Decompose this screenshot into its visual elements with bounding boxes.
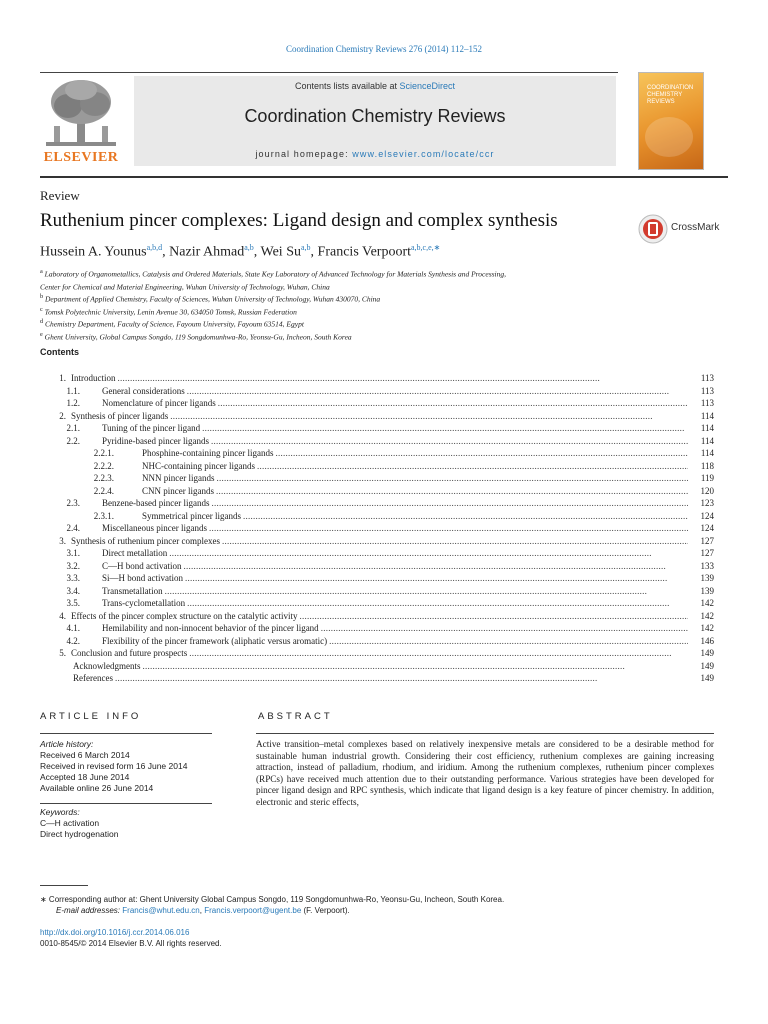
toc-entry-page: 123 bbox=[700, 498, 714, 508]
toc-entry[interactable] bbox=[40, 397, 714, 410]
toc-leader-dots bbox=[184, 560, 689, 573]
cover-graphic bbox=[645, 117, 693, 157]
toc-entry-page: 113 bbox=[700, 385, 714, 396]
toc-entry-page: 149 bbox=[700, 648, 714, 658]
toc-entry-number: 1.2. bbox=[66, 398, 80, 408]
history-online: Available online 26 June 2014 bbox=[40, 783, 154, 793]
toc-entry[interactable] bbox=[40, 472, 714, 485]
toc-entry-page: 133 bbox=[700, 560, 714, 571]
toc-entry-title: Synthesis of ruthenium pincer complexes bbox=[71, 535, 220, 546]
toc-entry-title: Symmetrical pincer ligands bbox=[142, 510, 241, 521]
toc-entry-title: Nomenclature of pincer ligands bbox=[102, 398, 216, 408]
toc-entry-number: 1. bbox=[59, 373, 66, 383]
toc-entry-title: NHC-containing pincer ligands bbox=[142, 460, 255, 471]
toc-entry-number: 2.2.1. bbox=[93, 448, 114, 458]
email-label: E-mail addresses: bbox=[56, 906, 121, 915]
author-separator: , bbox=[310, 244, 318, 260]
cover-title: COORDINATION CHEMISTRY REVIEWS bbox=[647, 85, 694, 105]
toc-leader-dots bbox=[329, 635, 688, 648]
copyright-line: 0010-8545/© 2014 Elsevier B.V. All rights reserved. bbox=[40, 939, 222, 948]
affiliation-item bbox=[40, 330, 640, 343]
article-title: Ruthenium pincer complexes: Ligand design and complex synthesis bbox=[40, 210, 558, 231]
toc-entry[interactable] bbox=[40, 597, 714, 610]
author-affiliation-marks[interactable]: a,b,d bbox=[146, 243, 163, 252]
elsevier-wordmark: ELSEVIER bbox=[43, 150, 119, 165]
toc-entry-page: 113 bbox=[700, 398, 714, 408]
author-name: Francis Verpoort bbox=[317, 244, 411, 260]
affiliation-item bbox=[40, 292, 640, 305]
toc-entry[interactable] bbox=[40, 572, 714, 585]
toc-entry-page: 114 bbox=[700, 448, 714, 458]
affiliation-mark: b bbox=[40, 293, 44, 300]
toc-leader-dots bbox=[189, 647, 688, 660]
toc-entry-title: Hemilability and non-innocent behavior of the pincer ligand bbox=[102, 623, 319, 633]
history-accepted: Accepted 18 June 2014 bbox=[40, 772, 130, 782]
toc-entry-page: 142 bbox=[700, 598, 714, 608]
toc-entry-title: Direct metallation bbox=[102, 548, 168, 558]
keywords-rule bbox=[40, 803, 212, 804]
toc-entry-number: 3.4. bbox=[66, 585, 80, 596]
affiliation-text: Tomsk Polytechnic University, Lenin Avenue 30, 634050 Tomsk, Russian Federation bbox=[44, 307, 297, 316]
author-separator: , bbox=[162, 244, 170, 260]
toc-entry-page: 139 bbox=[700, 585, 714, 596]
header-bottom-rule bbox=[40, 176, 728, 178]
toc-entry-page: 114 bbox=[700, 435, 714, 446]
toc-entry[interactable] bbox=[40, 622, 714, 635]
toc-entry-page: 114 bbox=[700, 410, 714, 421]
toc-entry-title: Synthesis of pincer ligands bbox=[71, 410, 169, 421]
article-info-rule bbox=[40, 733, 212, 734]
toc-entry-title: Benzene-based pincer ligands bbox=[102, 498, 210, 508]
toc-entry-number: 4.2. bbox=[66, 635, 80, 646]
toc-leader-dots bbox=[211, 497, 688, 510]
toc-entry[interactable] bbox=[40, 485, 714, 498]
toc-entry-page: 146 bbox=[700, 635, 714, 646]
affiliation-item bbox=[40, 280, 640, 293]
affiliation-list bbox=[40, 267, 640, 342]
toc-entry-title: NNN pincer ligands bbox=[142, 473, 215, 483]
affiliation-item bbox=[40, 317, 640, 330]
toc-entry-page: 149 bbox=[700, 673, 714, 683]
toc-leader-dots bbox=[275, 447, 688, 460]
toc-leader-dots bbox=[218, 397, 688, 410]
header-top-rule bbox=[40, 72, 618, 73]
toc-entry-number: 2.2.4. bbox=[93, 485, 114, 496]
history-revised: Received in revised form 16 June 2014 bbox=[40, 761, 188, 771]
corresponding-author-footnote bbox=[40, 894, 640, 916]
toc-entry-title: Conclusion and future prospects bbox=[71, 648, 188, 658]
toc-entry-title: Introduction bbox=[71, 373, 116, 383]
toc-entry-title: References bbox=[73, 673, 113, 683]
journal-homepage-line bbox=[134, 149, 616, 159]
toc-entry-number: 2.1. bbox=[66, 423, 80, 433]
toc-entry-title: Trans-cyclometallation bbox=[102, 598, 186, 608]
abstract-heading: ABSTRACT bbox=[258, 711, 333, 722]
toc-leader-dots bbox=[169, 547, 688, 560]
toc-entry-number: 2.4. bbox=[66, 523, 80, 533]
crossmark-label: CrossMark bbox=[671, 222, 720, 233]
crossmark-badge[interactable] bbox=[638, 214, 728, 244]
toc-entry-number: 2.2.2. bbox=[93, 460, 114, 471]
toc-entry[interactable] bbox=[40, 497, 714, 510]
toc-leader-dots bbox=[143, 660, 689, 673]
keywords-block bbox=[40, 807, 212, 840]
toc-entry[interactable] bbox=[40, 535, 714, 548]
toc-entry[interactable] bbox=[40, 435, 714, 448]
keywords-label: Keywords: bbox=[40, 807, 80, 817]
toc-entry-page: 139 bbox=[700, 573, 714, 583]
affiliation-mark: e bbox=[40, 330, 43, 338]
journal-title: Coordination Chemistry Reviews bbox=[244, 106, 506, 126]
keyword-item: Direct hydrogenation bbox=[40, 829, 119, 839]
toc-entry-number: 2.2.3. bbox=[93, 473, 114, 483]
toc-entry[interactable] bbox=[40, 610, 714, 623]
toc-leader-dots bbox=[187, 385, 688, 398]
toc-entry-title: Miscellaneous pincer ligands bbox=[102, 523, 207, 533]
toc-leader-dots bbox=[257, 460, 688, 473]
toc-entry-number: 2.3. bbox=[66, 498, 80, 508]
elsevier-tree-icon bbox=[40, 76, 122, 148]
author-affiliation-marks[interactable]: a,b bbox=[244, 243, 254, 252]
affiliation-text: Center for Chemical and Material Engineering, Wuhan University of Technology, Wuhan, China bbox=[40, 282, 330, 291]
crossmark-icon bbox=[638, 214, 668, 244]
toc-entry[interactable] bbox=[40, 647, 714, 660]
toc-leader-dots bbox=[185, 572, 688, 585]
toc-entry[interactable] bbox=[40, 460, 714, 473]
toc-entry-number: 2.3.1. bbox=[93, 510, 114, 521]
toc-entry-number: 2. bbox=[59, 410, 66, 421]
toc-entry-title: C—H bond activation bbox=[102, 560, 182, 571]
article-history-label: Article history: bbox=[40, 739, 94, 749]
toc-entry[interactable] bbox=[40, 510, 714, 523]
toc-entry[interactable] bbox=[40, 422, 714, 435]
affiliation-mark: c bbox=[40, 305, 43, 313]
toc-leader-dots bbox=[222, 535, 688, 548]
author-name: Hussein A. Younus bbox=[40, 244, 147, 260]
contents-available-line bbox=[134, 81, 616, 91]
affiliation-text: Laboratory of Organometallics, Catalysis and Ordered Materials, State Key Laboratory of Advanced Technology for Materials Synthesis and Processing, bbox=[44, 269, 507, 279]
toc-entry-page: 118 bbox=[700, 460, 714, 471]
affiliation-item bbox=[40, 305, 640, 318]
toc-entry-page: 127 bbox=[700, 548, 714, 558]
toc-entry[interactable] bbox=[40, 372, 714, 385]
toc-leader-dots bbox=[170, 410, 688, 423]
affiliation-mark: a bbox=[40, 268, 43, 275]
affiliation-mark: d bbox=[40, 318, 44, 325]
toc-entry[interactable] bbox=[40, 447, 714, 460]
toc-leader-dots bbox=[209, 522, 688, 535]
toc-entry[interactable] bbox=[40, 385, 714, 398]
email-line: E-mail addresses: Francis@whut.edu.cn, Francis.verpoort@ugent.be (F. Verpoort). bbox=[56, 906, 350, 915]
abstract-text: Active transition–metal complexes based on relatively inexpensive metals are considered to be a desirable method for sustainable human industrial growth. Considering their cost efficiency, ruthenium complexes are gaining increasing attraction, instead of palladium, rhodium, and iridium. Among the ruthenium complexes, ruthenium pincer complexes (RPCs) have received much attention due to their outstanding performance. Various strategies have been developed for pincer ligand design and RPC synthesis, which indicate that ligand design is a key feature of pincer chemistry. In addition, electronic and steric effects, bbox=[256, 739, 714, 807]
toc-entry-page: 120 bbox=[700, 485, 714, 496]
footnote-rule bbox=[40, 885, 88, 886]
toc-leader-dots bbox=[165, 585, 688, 598]
email-link-whut[interactable]: Francis@whut.edu.cn bbox=[122, 906, 200, 915]
homepage-link[interactable]: www.elsevier.com/locate/ccr bbox=[352, 149, 495, 159]
toc-leader-dots bbox=[202, 422, 688, 435]
toc-entry[interactable] bbox=[40, 660, 714, 673]
toc-entry-number: 1.1. bbox=[66, 385, 80, 396]
journal-cover-thumbnail bbox=[638, 72, 704, 170]
author-affiliation-marks[interactable]: a,b,c,e,∗ bbox=[411, 243, 441, 252]
keyword-item: C—H activation bbox=[40, 818, 100, 828]
article-info-heading: ARTICLE INFO bbox=[40, 711, 142, 722]
toc-entry-number: 2.2. bbox=[66, 435, 80, 446]
toc-entry-page: 114 bbox=[700, 423, 714, 433]
toc-entry-title: Tuning of the pincer ligand bbox=[102, 423, 201, 433]
toc-entry-page: 142 bbox=[700, 610, 714, 621]
journal-citation-link[interactable]: Coordination Chemistry Reviews 276 (2014) 112–152 bbox=[286, 44, 482, 54]
author-name: Nazir Ahmad bbox=[169, 244, 245, 260]
toc-entry-title: Si—H bond activation bbox=[102, 573, 183, 583]
toc-entry[interactable] bbox=[40, 672, 714, 685]
toc-entry-title: Phosphine-containing pincer ligands bbox=[142, 448, 274, 458]
toc-entry-title: Acknowledgments bbox=[73, 660, 141, 671]
toc-leader-dots bbox=[216, 472, 688, 485]
toc-entry-page: 119 bbox=[700, 473, 714, 483]
toc-entry-page: 124 bbox=[700, 523, 714, 533]
doi-block bbox=[40, 927, 222, 949]
toc-leader-dots bbox=[118, 372, 689, 385]
author-list bbox=[40, 243, 440, 261]
toc-entry-title: Pyridine-based pincer ligands bbox=[102, 435, 209, 446]
toc-entry[interactable] bbox=[40, 635, 714, 648]
toc-entry[interactable] bbox=[40, 547, 714, 560]
author-affiliation-marks[interactable]: a,b bbox=[300, 243, 311, 252]
affiliation-text: Chemistry Department, Faculty of Science, Fayoum University, Fayoum 63514, Egypt bbox=[45, 319, 304, 329]
email-link-ugent[interactable]: Francis.verpoort@ugent.be bbox=[204, 906, 302, 915]
toc-entry-title: Effects of the pincer complex structure on the catalytic activity bbox=[71, 610, 298, 621]
toc-entry-page: 149 bbox=[700, 660, 714, 671]
contents-available-text: Contents lists available at bbox=[294, 81, 400, 91]
toc-leader-dots bbox=[300, 610, 689, 623]
email-suffix: (F. Verpoort). bbox=[301, 906, 350, 915]
toc-leader-dots bbox=[115, 672, 688, 685]
toc-entry-page: 142 bbox=[700, 623, 714, 633]
sciencedirect-link[interactable]: ScienceDirect bbox=[399, 81, 456, 91]
author-separator: , bbox=[253, 244, 261, 260]
toc-entry-number: 3.5. bbox=[66, 598, 80, 608]
toc-entry-number: 5. bbox=[59, 648, 66, 658]
toc-entry-number: 3. bbox=[59, 535, 66, 546]
contents-heading: Contents bbox=[40, 347, 79, 357]
history-received: Received 6 March 2014 bbox=[40, 750, 130, 760]
toc-entry-number: 3.1. bbox=[66, 548, 80, 558]
toc-entry-title: Flexibility of the pincer framework (aliphatic versus aromatic) bbox=[102, 635, 328, 646]
toc-entry[interactable] bbox=[40, 585, 714, 598]
author-name: Wei Su bbox=[260, 244, 301, 260]
toc-leader-dots bbox=[243, 510, 688, 523]
toc-leader-dots bbox=[321, 622, 688, 635]
toc-entry-page: 124 bbox=[700, 510, 714, 521]
toc-entry-title: CNN pincer ligands bbox=[142, 485, 214, 496]
corresponding-author-text: ∗ Corresponding author at: Ghent University Global Campus Songdo, 119 Songdomunhwa-Ro, Yeonsu-Gu, Incheon, South Korea. bbox=[40, 895, 505, 904]
toc-leader-dots bbox=[216, 485, 688, 498]
table-of-contents bbox=[40, 372, 714, 685]
abstract-rule bbox=[256, 733, 714, 734]
journal-header-box bbox=[134, 76, 616, 166]
toc-entry[interactable] bbox=[40, 560, 714, 573]
doi-link[interactable]: http://dx.doi.org/10.1016/j.ccr.2014.06.016 bbox=[40, 928, 190, 937]
toc-entry-title: Transmetallation bbox=[102, 585, 163, 596]
affiliation-text: Ghent University, Global Campus Songdo, 119 Songdomunhwa-Ro, Yeonsu-Gu, Incheon, South Korea bbox=[44, 332, 352, 341]
toc-entry-title: General considerations bbox=[102, 385, 185, 396]
toc-entry-number: 3.3. bbox=[66, 573, 80, 583]
affiliation-text: Department of Applied Chemistry, Faculty of Sciences, Wuhan University of Technology, Wuhan 430070, China bbox=[45, 294, 381, 304]
article-type: Review bbox=[40, 188, 80, 203]
toc-leader-dots bbox=[211, 435, 688, 448]
toc-entry-number: 4.1. bbox=[66, 623, 80, 633]
toc-entry[interactable] bbox=[40, 522, 714, 535]
toc-entry-page: 127 bbox=[700, 535, 714, 546]
toc-entry-page: 113 bbox=[700, 373, 714, 383]
elsevier-logo bbox=[40, 76, 122, 168]
homepage-label: journal homepage: bbox=[255, 149, 353, 159]
affiliation-item bbox=[40, 267, 640, 280]
toc-entry[interactable] bbox=[40, 410, 714, 423]
article-history bbox=[40, 739, 212, 794]
toc-entry-number: 3.2. bbox=[66, 560, 80, 571]
toc-leader-dots bbox=[187, 597, 688, 610]
toc-entry-number: 4. bbox=[59, 610, 66, 621]
